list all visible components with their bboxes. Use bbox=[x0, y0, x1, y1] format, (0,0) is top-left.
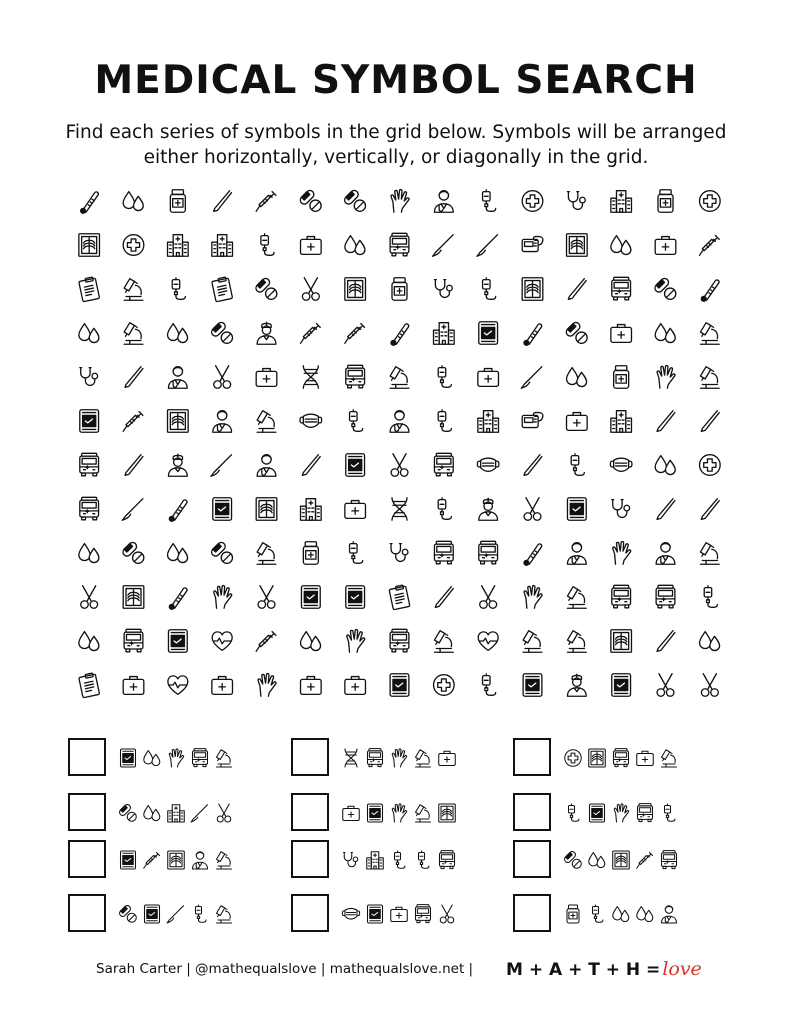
dna-icon bbox=[303, 366, 318, 389]
xray-icon bbox=[522, 278, 543, 301]
clue-symbols bbox=[561, 842, 691, 878]
xray-icon bbox=[439, 804, 456, 822]
logo-love: love bbox=[662, 958, 702, 980]
heart-icon bbox=[478, 632, 498, 650]
glove-icon bbox=[613, 542, 631, 565]
iv-bag-icon bbox=[571, 454, 584, 476]
drops-icon bbox=[567, 368, 587, 387]
doctor-icon bbox=[434, 191, 453, 213]
syringe-icon bbox=[256, 632, 276, 652]
pills-icon bbox=[655, 278, 676, 299]
pills-icon bbox=[566, 322, 587, 343]
bp-monitor-icon bbox=[522, 237, 543, 252]
math-love-logo bbox=[506, 958, 702, 980]
pills-icon bbox=[345, 190, 366, 211]
nurse-icon bbox=[257, 322, 276, 344]
answer-checkbox[interactable] bbox=[68, 894, 106, 932]
kit-icon bbox=[212, 677, 233, 695]
hospital-icon bbox=[611, 191, 632, 213]
clue-list bbox=[0, 738, 792, 938]
bottle-icon bbox=[567, 905, 579, 923]
nurse-icon bbox=[479, 498, 498, 520]
drops-icon bbox=[144, 751, 160, 766]
tweezers-icon bbox=[125, 455, 143, 476]
doctor-icon bbox=[390, 411, 409, 433]
hospital-icon bbox=[168, 235, 189, 257]
clue-symbols bbox=[339, 795, 469, 831]
drops-icon bbox=[345, 236, 365, 255]
ambulance-icon bbox=[193, 749, 208, 767]
thermometer-icon bbox=[169, 588, 187, 609]
answer-checkbox[interactable] bbox=[513, 840, 551, 878]
bandage-icon bbox=[567, 498, 586, 521]
answer-checkbox[interactable] bbox=[513, 894, 551, 932]
mask-icon bbox=[300, 414, 322, 427]
ambulance-icon bbox=[434, 453, 453, 476]
ambulance-icon bbox=[479, 541, 498, 564]
clue-symbols bbox=[116, 795, 246, 831]
bandage-icon bbox=[368, 905, 383, 923]
drops-icon bbox=[79, 632, 99, 651]
microscope-icon bbox=[257, 411, 276, 433]
bandage-icon bbox=[301, 586, 320, 609]
stethoscope-icon bbox=[612, 500, 630, 518]
scalpel-icon bbox=[167, 906, 184, 923]
microscope-icon bbox=[567, 631, 586, 653]
iv-bag-icon bbox=[593, 905, 604, 922]
microscope-icon bbox=[124, 279, 143, 301]
kit-icon bbox=[611, 325, 632, 343]
ambulance-icon bbox=[638, 804, 653, 822]
scissors-icon bbox=[391, 454, 408, 477]
microscope-icon bbox=[434, 631, 453, 653]
bottle-icon bbox=[614, 366, 629, 389]
thermometer-icon bbox=[524, 544, 542, 565]
pills-icon bbox=[300, 190, 321, 211]
bandage-icon bbox=[390, 674, 409, 697]
cross-icon bbox=[123, 235, 144, 256]
clue-symbols bbox=[339, 740, 469, 776]
scalpel-icon bbox=[211, 455, 232, 477]
mask-icon bbox=[477, 458, 499, 471]
syringe-icon bbox=[637, 853, 653, 869]
kit-icon bbox=[391, 907, 408, 921]
clue-symbols bbox=[561, 740, 691, 776]
iv-bag-icon bbox=[438, 366, 451, 388]
glove-icon bbox=[169, 749, 183, 767]
answer-checkbox[interactable] bbox=[513, 793, 551, 831]
cross-icon bbox=[522, 191, 543, 212]
doctor-icon bbox=[213, 411, 232, 433]
pills-icon bbox=[256, 278, 277, 299]
iv-bag-icon bbox=[438, 410, 451, 432]
microscope-icon bbox=[700, 323, 719, 345]
iv-bag-icon bbox=[438, 498, 451, 520]
drops-icon bbox=[123, 192, 143, 211]
nurse-icon bbox=[168, 454, 187, 476]
answer-checkbox[interactable] bbox=[513, 738, 551, 776]
iv-bag-icon bbox=[350, 410, 363, 432]
ambulance-icon bbox=[416, 905, 431, 923]
drops-icon bbox=[637, 907, 653, 922]
drops-icon bbox=[301, 632, 321, 651]
clue-symbols bbox=[339, 896, 469, 932]
microscope-icon bbox=[700, 543, 719, 565]
microscope-icon bbox=[124, 323, 143, 345]
iv-bag-icon bbox=[261, 234, 274, 256]
iv-bag-icon bbox=[483, 190, 496, 212]
answer-checkbox[interactable] bbox=[291, 738, 329, 776]
stethoscope-icon bbox=[80, 368, 98, 386]
tweezers-icon bbox=[524, 455, 542, 476]
bottle-icon bbox=[170, 190, 185, 213]
syringe-icon bbox=[700, 236, 720, 256]
iv-bag-icon bbox=[395, 851, 406, 868]
dna-icon bbox=[392, 498, 407, 521]
answer-checkbox[interactable] bbox=[291, 793, 329, 831]
microscope-icon bbox=[257, 543, 276, 565]
kit-icon bbox=[439, 751, 456, 765]
bp-monitor-icon bbox=[522, 413, 543, 428]
ambulance-icon bbox=[440, 851, 455, 869]
mask-icon bbox=[342, 909, 359, 920]
tweezers-icon bbox=[657, 499, 675, 520]
bottle-icon bbox=[658, 190, 673, 213]
thermometer-icon bbox=[391, 324, 409, 345]
tweezers-icon bbox=[125, 367, 143, 388]
cross-icon bbox=[700, 455, 721, 476]
scissors-icon bbox=[657, 674, 674, 697]
heart-icon bbox=[168, 676, 188, 694]
microscope-icon bbox=[700, 367, 719, 389]
drops-icon bbox=[79, 544, 99, 563]
hospital-icon bbox=[611, 411, 632, 433]
instructions-text: Find each series of symbols in the grid below. Symbols will be arranged either horizontally, vertically, or diagonally in the grid. bbox=[65, 122, 727, 168]
tweezers-icon bbox=[568, 279, 586, 300]
kit-icon bbox=[256, 369, 277, 387]
scissors-icon bbox=[440, 905, 454, 923]
ambulance-icon bbox=[434, 541, 453, 564]
doctor-icon bbox=[257, 455, 276, 477]
drops-icon bbox=[144, 806, 160, 821]
kit-icon bbox=[478, 369, 499, 387]
syringe-icon bbox=[301, 324, 321, 344]
iv-bag-icon bbox=[483, 278, 496, 300]
ambulance-icon bbox=[80, 453, 99, 476]
doctor-icon bbox=[567, 543, 586, 565]
doctor-icon bbox=[656, 543, 675, 565]
ambulance-icon bbox=[656, 585, 675, 608]
kit-icon bbox=[123, 677, 144, 695]
xray-icon bbox=[79, 234, 100, 257]
heart-icon bbox=[212, 632, 232, 650]
scissors-icon bbox=[258, 586, 275, 609]
thermometer-icon bbox=[701, 280, 719, 301]
bandage-icon bbox=[168, 630, 187, 653]
scissors-icon bbox=[480, 586, 497, 609]
glove-icon bbox=[392, 749, 406, 767]
drops-icon bbox=[79, 324, 99, 343]
scissors-icon bbox=[302, 278, 319, 301]
hospital-icon bbox=[478, 411, 499, 433]
drops-icon bbox=[589, 853, 605, 868]
tweezers-icon bbox=[657, 411, 675, 432]
stethoscope-icon bbox=[344, 853, 358, 867]
bottle-icon bbox=[303, 542, 318, 565]
glove-icon bbox=[524, 586, 542, 609]
microscope-icon bbox=[567, 587, 586, 609]
microscope-icon bbox=[662, 750, 677, 767]
kit-icon bbox=[567, 413, 588, 431]
answer-checkbox[interactable] bbox=[68, 738, 106, 776]
tweezers-icon bbox=[657, 631, 675, 652]
microscope-icon bbox=[390, 367, 409, 389]
logo-text: M + A + T + H = bbox=[506, 960, 661, 980]
ambulance-icon bbox=[612, 277, 631, 300]
xray-icon bbox=[168, 410, 189, 433]
bandage-icon bbox=[346, 454, 365, 477]
pills-icon bbox=[212, 542, 233, 563]
glove-icon bbox=[392, 804, 406, 822]
xray-icon bbox=[611, 630, 632, 653]
scissors-icon bbox=[81, 586, 98, 609]
dna-icon bbox=[345, 749, 357, 767]
tweezers-icon bbox=[701, 411, 719, 432]
pills-icon bbox=[120, 805, 137, 822]
iv-bag-icon bbox=[172, 278, 185, 300]
syringe-icon bbox=[123, 412, 143, 432]
kit-icon bbox=[637, 751, 654, 765]
xray-icon bbox=[345, 278, 366, 301]
hospital-icon bbox=[434, 323, 455, 345]
tweezers-icon bbox=[302, 455, 320, 476]
microscope-icon bbox=[217, 750, 232, 767]
microscope-icon bbox=[416, 750, 431, 767]
ambulance-icon bbox=[390, 629, 409, 652]
drops-icon bbox=[700, 632, 720, 651]
stethoscope-icon bbox=[390, 544, 408, 562]
clue-symbols bbox=[561, 795, 691, 831]
glove-icon bbox=[258, 674, 276, 697]
bandage-icon bbox=[213, 498, 232, 521]
tweezers-icon bbox=[214, 191, 232, 212]
clue-symbols bbox=[561, 896, 691, 932]
clue-symbols bbox=[116, 896, 246, 932]
ambulance-icon bbox=[614, 749, 629, 767]
bandage-icon bbox=[121, 749, 136, 767]
iv-bag-icon bbox=[665, 804, 676, 821]
doctor-icon bbox=[193, 852, 208, 869]
ambulance-icon bbox=[390, 233, 409, 256]
drops-icon bbox=[655, 324, 675, 343]
pills-icon bbox=[120, 906, 137, 923]
cross-icon bbox=[565, 750, 582, 767]
bottle-icon bbox=[392, 278, 407, 301]
symbol-grid bbox=[67, 185, 732, 713]
answer-checkbox[interactable] bbox=[68, 840, 106, 878]
clipboard-icon bbox=[79, 277, 100, 302]
xray-icon bbox=[168, 851, 185, 869]
kit-icon bbox=[345, 501, 366, 519]
hospital-icon bbox=[212, 235, 233, 257]
scalpel-icon bbox=[477, 235, 498, 257]
cross-icon bbox=[700, 191, 721, 212]
microscope-icon bbox=[523, 631, 542, 653]
bandage-icon bbox=[145, 905, 160, 923]
ambulance-icon bbox=[124, 629, 143, 652]
page-title: MEDICAL SYMBOL SEARCH bbox=[94, 58, 698, 103]
footer-credit: Sarah Carter | @mathequalslove | mathequalslove.net | bbox=[96, 961, 474, 977]
microscope-icon bbox=[217, 906, 232, 923]
doctor-icon bbox=[662, 906, 677, 923]
xray-icon bbox=[613, 851, 630, 869]
scalpel-icon bbox=[122, 499, 143, 521]
mask-icon bbox=[610, 458, 632, 471]
bandage-icon bbox=[80, 410, 99, 433]
microscope-icon bbox=[416, 805, 431, 822]
bandage-icon bbox=[346, 586, 365, 609]
scalpel-icon bbox=[521, 367, 542, 389]
ambulance-icon bbox=[368, 749, 383, 767]
clue-symbols bbox=[339, 842, 469, 878]
ambulance-icon bbox=[612, 585, 631, 608]
glove-icon bbox=[214, 586, 232, 609]
pills-icon bbox=[212, 322, 233, 343]
clipboard-icon bbox=[79, 673, 100, 698]
xray-icon bbox=[123, 586, 144, 609]
drops-icon bbox=[655, 456, 675, 475]
ambulance-icon bbox=[80, 497, 99, 520]
thermometer-icon bbox=[169, 500, 187, 521]
kit-icon bbox=[343, 806, 360, 820]
iv-bag-icon bbox=[569, 804, 580, 821]
glove-icon bbox=[614, 804, 628, 822]
stethoscope-icon bbox=[567, 192, 585, 210]
thermometer-icon bbox=[81, 192, 99, 213]
answer-checkbox[interactable] bbox=[291, 894, 329, 932]
scissors-icon bbox=[217, 804, 231, 822]
hospital-icon bbox=[367, 852, 384, 869]
tweezers-icon bbox=[701, 499, 719, 520]
bandage-icon bbox=[479, 322, 498, 345]
microscope-icon bbox=[217, 852, 232, 869]
bandage-icon bbox=[590, 804, 605, 822]
scissors-icon bbox=[701, 674, 718, 697]
hospital-icon bbox=[301, 499, 322, 521]
kit-icon bbox=[301, 237, 322, 255]
pills-icon bbox=[123, 542, 144, 563]
syringe-icon bbox=[345, 324, 365, 344]
iv-bag-icon bbox=[704, 586, 717, 608]
kit-icon bbox=[345, 677, 366, 695]
iv-bag-icon bbox=[483, 674, 496, 696]
ambulance-icon bbox=[662, 851, 677, 869]
nurse-icon bbox=[567, 674, 586, 696]
ambulance-icon bbox=[346, 365, 365, 388]
scalpel-icon bbox=[191, 805, 208, 822]
iv-bag-icon bbox=[350, 542, 363, 564]
kit-icon bbox=[301, 677, 322, 695]
pills-icon bbox=[565, 852, 582, 869]
scissors-icon bbox=[524, 498, 541, 521]
iv-bag-icon bbox=[196, 905, 207, 922]
thermometer-icon bbox=[524, 324, 542, 345]
bandage-icon bbox=[612, 674, 631, 697]
stethoscope-icon bbox=[434, 280, 452, 298]
footer bbox=[96, 958, 736, 982]
bandage-icon bbox=[121, 851, 136, 869]
glove-icon bbox=[347, 630, 365, 653]
syringe-icon bbox=[256, 192, 276, 212]
xray-icon bbox=[589, 749, 606, 767]
glove-icon bbox=[391, 190, 409, 213]
clue-symbols bbox=[116, 842, 246, 878]
drops-icon bbox=[168, 544, 188, 563]
kit-icon bbox=[655, 237, 676, 255]
tweezers-icon bbox=[435, 587, 453, 608]
bandage-icon bbox=[368, 804, 383, 822]
answer-checkbox[interactable] bbox=[291, 840, 329, 878]
glove-icon bbox=[657, 366, 675, 389]
doctor-icon bbox=[168, 367, 187, 389]
clue-symbols bbox=[116, 740, 246, 776]
answer-checkbox[interactable] bbox=[68, 793, 106, 831]
drops-icon bbox=[611, 236, 631, 255]
iv-bag-icon bbox=[419, 851, 430, 868]
clipboard-icon bbox=[212, 277, 233, 302]
bandage-icon bbox=[523, 674, 542, 697]
syringe-icon bbox=[144, 853, 160, 869]
cross-icon bbox=[434, 675, 455, 696]
xray-icon bbox=[256, 498, 277, 521]
hospital-icon bbox=[168, 805, 185, 822]
xray-icon bbox=[567, 234, 588, 257]
drops-icon bbox=[168, 324, 188, 343]
drops-icon bbox=[613, 907, 629, 922]
scissors-icon bbox=[214, 366, 231, 389]
clipboard-icon bbox=[389, 585, 410, 610]
scalpel-icon bbox=[433, 235, 454, 257]
